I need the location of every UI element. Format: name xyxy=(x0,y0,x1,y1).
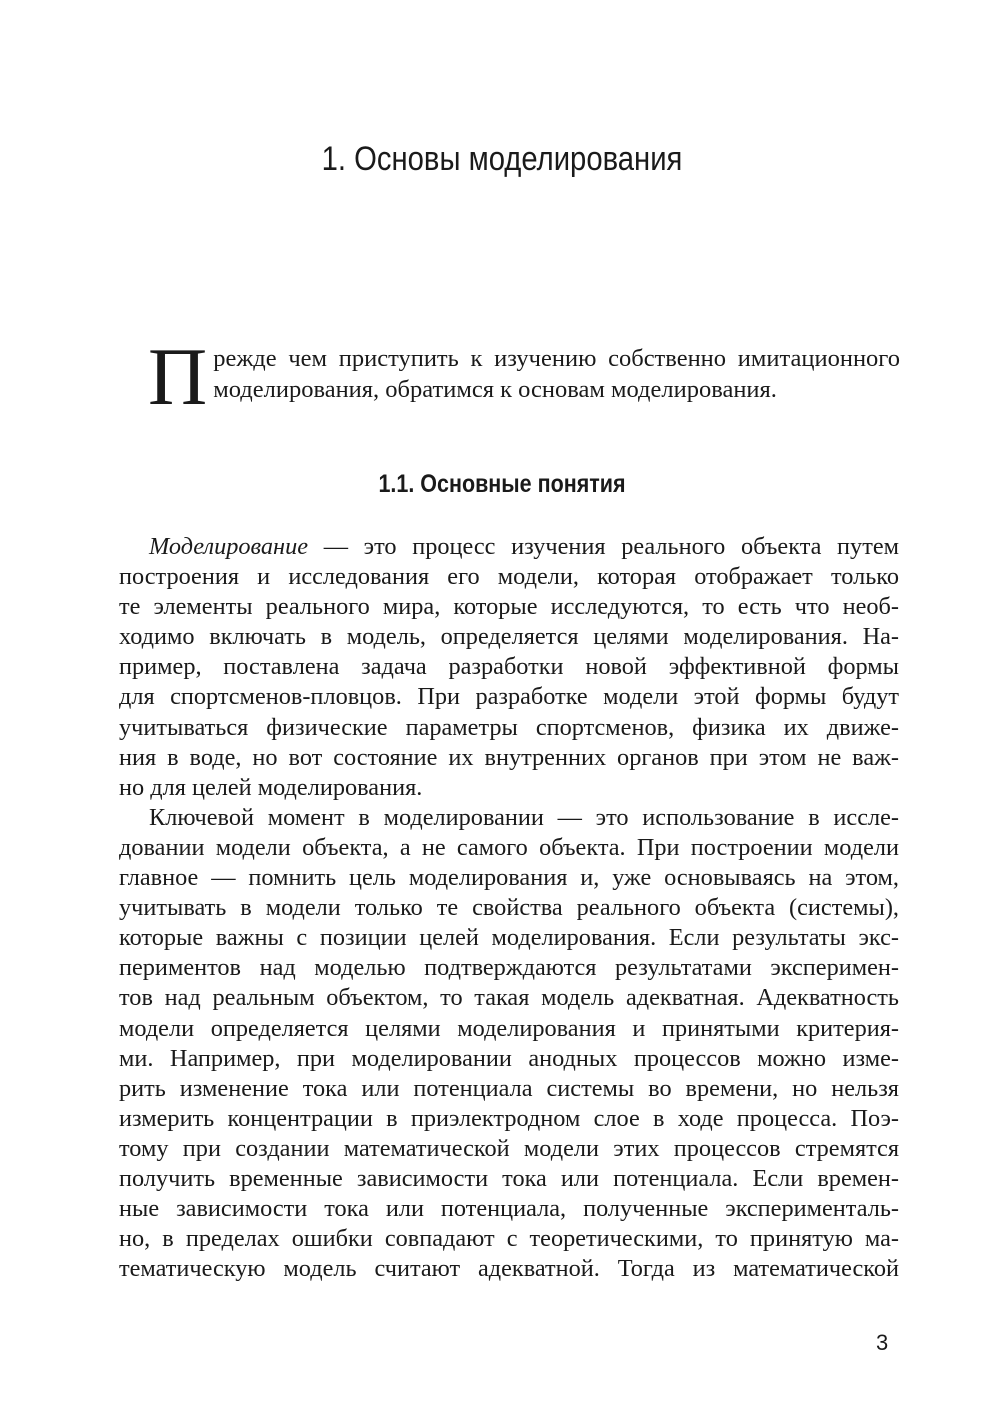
text-fragment: — это процесс изучения реального объекта путем xyxy=(308,533,899,560)
text-line: главное — помнить цель моделирования и, уже основываясь на этом, xyxy=(119,864,899,892)
intro-paragraph xyxy=(148,331,900,422)
text-line: учитываться физические параметры спортсменов, физика их движе- xyxy=(119,713,899,741)
paragraph-1 xyxy=(119,532,899,803)
text-line xyxy=(119,532,899,562)
drop-cap: П xyxy=(148,331,208,422)
page-number: 3 xyxy=(876,1330,889,1355)
text-line: которые важны с позиции целей моделирования. Если результаты экс- xyxy=(119,924,899,952)
text-line: ходимо включать в модель, определяется целями моделирования. На- xyxy=(119,623,899,651)
text-line: ные зависимости тока или потенциала, полученные эксперименталь- xyxy=(119,1195,899,1223)
text-line: но для целей моделирования. xyxy=(119,773,423,801)
text-line: ми. Например, при моделировании анодных процессов можно изме- xyxy=(119,1044,899,1072)
chapter-title: 1. Основы моделирования xyxy=(321,140,683,178)
text-line: тематическую модель считают адекватной. Тогда из математической xyxy=(119,1255,899,1283)
text-line: тому при создании математической модели этих процессов стремятся xyxy=(119,1134,899,1162)
text-line: пример, поставлена задача разработки новой эффективной формы xyxy=(119,653,899,681)
text-line: ния в воде, но вот состояние их внутренних органов при этом не важ- xyxy=(119,743,899,771)
section-title: 1.1. Основные понятия xyxy=(378,470,626,498)
text-line: построения и исследования его модели, которая отображает только xyxy=(119,563,899,591)
text-line: для спортсменов-пловцов. При разработке модели этой формы будут xyxy=(119,683,899,711)
intro-line: моделирования, обратимся к основам моделирования. xyxy=(213,376,777,403)
text-line: рить изменение тока или потенциала системы во времени, но нельзя xyxy=(119,1074,899,1102)
text-line: модели определяется целями моделирования и принятыми критерия- xyxy=(119,1014,899,1042)
text-line: учитывать в модели только те свойства реального объекта (системы), xyxy=(119,894,899,922)
text-line: довании модели объекта, а не самого объекта. При построении модели xyxy=(119,833,899,861)
text-line: измерить концентрации в приэлектродном слое в ходе процесса. Поэ- xyxy=(119,1104,899,1132)
text-line: Ключевой момент в моделировании — это использование в иссле- xyxy=(149,803,899,831)
text-line: периментов над моделью подтверждаются результатами эксперимен- xyxy=(119,954,899,982)
term-italic: Моделирование xyxy=(149,533,309,560)
text-line: но, в пределах ошибки совпадают с теоретическими, то принятую ма- xyxy=(119,1225,899,1253)
text-line: те элементы реального мира, которые исследуются, то есть что необ- xyxy=(119,593,899,621)
intro-line: режде чем приступить к изучению собственно имитационного xyxy=(213,345,900,372)
body-text xyxy=(119,532,899,1284)
paragraph-2 xyxy=(119,803,899,1285)
text-line: тов над реальным объектом, то такая модель адекватная. Адекватность xyxy=(119,984,899,1012)
text-line: получить временные зависимости тока или потенциала. Если времен- xyxy=(119,1164,899,1192)
